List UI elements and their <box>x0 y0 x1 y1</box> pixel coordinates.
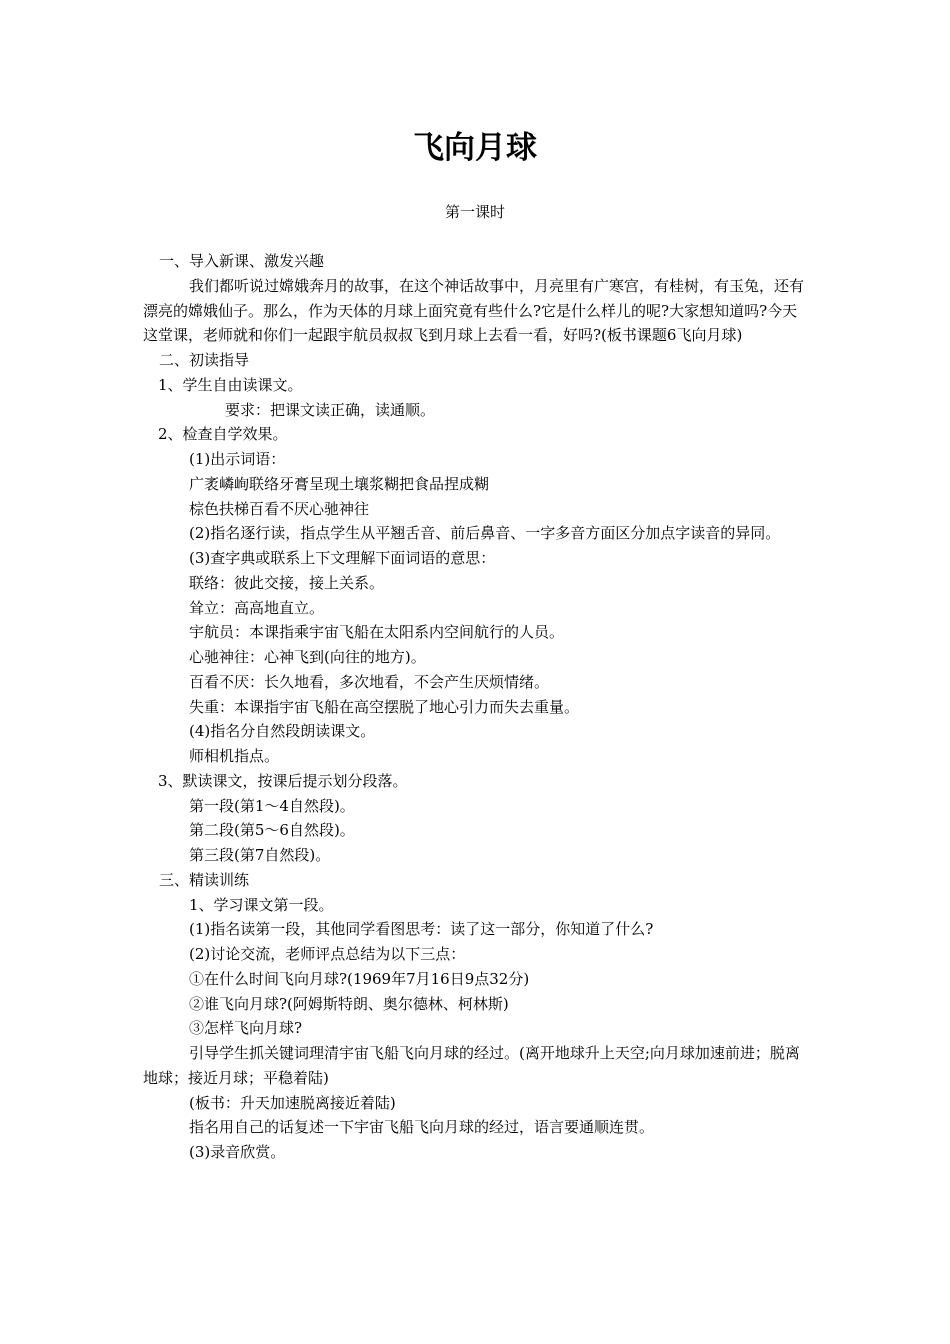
paragraph: 师相机指点。 <box>189 747 280 765</box>
paragraph: (1)出示词语： <box>189 450 286 468</box>
paragraph: 失重：本课指宇宙飞船在高空摆脱了地心引力而失去重量。 <box>189 697 580 716</box>
paragraph: 1、学习课文第一段。 <box>189 895 334 914</box>
paragraph: (3)录音欣赏。 <box>189 1143 286 1161</box>
paragraph: (2)指名逐行读，指点学生从平翘舌音、前后鼻音、一字多音方面区分加点字读音的异同。 <box>189 524 781 543</box>
list-item: 3、默读课文，按课后提示划分段落。 <box>158 771 408 790</box>
section-heading: 三、精读训练 <box>159 870 250 889</box>
paragraph: (4)指名分自然段朗读课文。 <box>189 722 376 741</box>
paragraph: 广袤嶙峋联络牙膏呈现土壤浆糊把食品捏成糊 <box>189 474 490 493</box>
document-body <box>143 249 810 1165</box>
paragraph: ②谁飞向月球?(阿姆斯特朗、奥尔德林、柯林斯) <box>189 994 509 1013</box>
paragraph: 耸立：高高地直立。 <box>189 598 325 617</box>
paragraph: (2)讨论交流，老师评点总结为以下三点： <box>189 945 466 963</box>
section-heading: 二、初读指导 <box>159 351 250 369</box>
paragraph: 联络：彼此交接，接上关系。 <box>189 573 385 592</box>
paragraph: 棕色扶梯百看不厌心驰神往 <box>189 499 370 518</box>
list-item: 2、检查自学效果。 <box>158 425 288 444</box>
paragraph: 第二段(第5～6自然段)。 <box>189 821 355 840</box>
paragraph: 第三段(第7自然段)。 <box>189 846 331 864</box>
page-title: 飞向月球 <box>413 130 537 166</box>
paragraph: (3)查字典或联系上下文理解下面词语的意思： <box>189 549 496 567</box>
paragraph: 第一段(第1～4自然段)。 <box>189 796 355 815</box>
paragraph: 宇航员：本课指乘宇宙飞船在太阳系内空间航行的人员。 <box>189 623 565 642</box>
paragraph: (1)指名读第一段，其他同学看图思考：读了这一部分，你知道了什么? <box>189 920 654 939</box>
section-heading: 一、导入新课、激发兴趣 <box>159 252 325 270</box>
paragraph: ①在什么时间飞向月球?(1969年7月16日9点32分) <box>189 969 530 988</box>
list-item: 1、学生自由读课文。 <box>158 375 303 394</box>
paragraph: 我们都听说过嫦娥奔月的故事，在这个神话故事中，月亮里有广寒宫，有桂树，有玉兔，还有漂亮的嫦娥仙子。那么，作为天体的月球上面究竟有些什么?它是什么样儿的呢?大家想知道吗?今天这堂课，老师就和你们一起跟宇航员叔叔飞到月球上去看一看，好吗?(板书课题6飞向月球) <box>143 276 805 345</box>
page-subtitle: 第一课时 <box>444 203 505 221</box>
paragraph: 要求：把课文读正确，读通顺。 <box>225 400 436 419</box>
paragraph: 心驰神往：心神飞到(向往的地方)。 <box>189 648 426 666</box>
paragraph: 百看不厌：长久地看，多次地看，不会产生厌烦情绪。 <box>189 672 550 691</box>
paragraph: 指名用自己的话复述一下宇宙飞船飞向月球的经过，语言要通顺连贯。 <box>189 1118 655 1137</box>
paragraph: (板书：升天加速脱离接近着陆) <box>189 1093 396 1112</box>
paragraph: ③怎样飞向月球? <box>189 1019 303 1038</box>
paragraph: 引导学生抓关键词理清宇宙飞船飞向月球的经过。(离开地球升上天空;向月球加速前进；脱离地球；接近月球；平稳着陆) <box>143 1044 800 1087</box>
